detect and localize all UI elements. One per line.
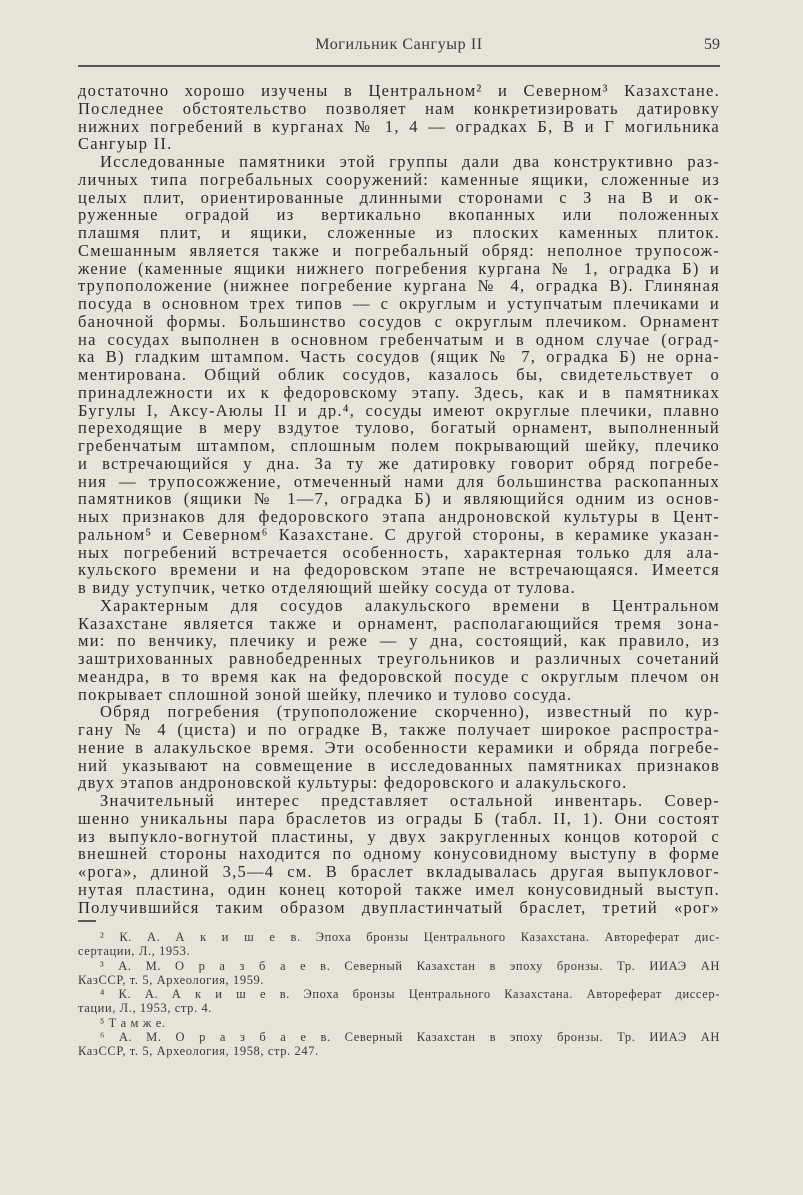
text-line: нижних погребений в курганах № 1, 4 — оградках Б, В и Г могильника — [78, 117, 720, 136]
footnote-line: сертации, Л., 1953. — [78, 944, 191, 959]
text-line: жение (каменные ящики нижнего погребения кургана № 1, оградка Б) и — [78, 259, 720, 278]
page-header — [78, 36, 720, 66]
text-line: нение в алакульское время. Эти особенности керамики и обряда погребе- — [78, 738, 720, 757]
text-line: плашмя плит, и ящики, сложенные из плоских каменных плиток. — [78, 224, 720, 242]
footnote-line: ³ А. М. О р а з б а е в. Северный Казахстан в эпоху бронзы. Тр. ИИАЭ АН — [100, 958, 720, 973]
text-line: внешней стороны находится по одному конусовидному выступу в форме — [78, 845, 720, 863]
text-line: личных типа погребальных сооружений: каменные ящики, сложенные из — [78, 170, 720, 189]
footnote-line: ⁴ К. А. А к и ш е в. Эпоха бронзы Центрального Казахстана. Автореферат диссер- — [100, 987, 720, 1002]
footnote-line: КазССР, т. 5, Археология, 1959. — [78, 972, 265, 987]
text-line: ных погребений встречается особенность, характерная только для ала- — [78, 543, 720, 562]
footnote — [78, 930, 720, 959]
text-line: ка В) гладким штампом. Часть сосудов (ящик № 7, оградка Б) не орна- — [78, 348, 720, 366]
text-line: памятников (ящики № 1—7, оградка Б) и являющийся одним из основ- — [78, 490, 720, 508]
footnote-line: КазССР, т. 5, Археология, 1958, стр. 247. — [78, 1044, 319, 1059]
footnote-line: ⁶ А. М. О р а з б а е в. Северный Казахстан в эпоху бронзы. Тр. ИИАЭ АН — [100, 1030, 720, 1045]
text-line: «рога», длиной 3,5—4 см. В браслет вкладывалась другая выпукловог- — [78, 863, 720, 881]
text-line: ных признаков для федоровского этапа андроновской культуры в Цент- — [78, 508, 720, 526]
text-line: ния — трупосожжение, отмеченный нами для большинства раскопанных — [78, 472, 720, 491]
text-line: Казахстане является также и орнамент, располагающийся тремя зона- — [78, 614, 720, 633]
footnote — [78, 1030, 720, 1059]
text-line: баночной формы. Большинство сосудов с округлым плечиком. Орнамент — [78, 312, 720, 331]
text-line: Характерным для сосудов алакульского времени в Центральном — [100, 596, 720, 615]
text-line: Обряд погребения (трупоположение скорченно), известный по кур- — [100, 703, 720, 721]
text-line: ми: по венчику, плечику и реже — у дна, состоящий, как правило, из — [78, 632, 720, 650]
text-line: Исследованные памятники этой группы дали два конструктивно раз- — [100, 153, 720, 171]
body-text — [78, 82, 720, 916]
text-line: трупоположение (нижнее погребение кургана № 4, оградка В). Глиняная — [78, 277, 720, 295]
text-line: Бугулы I, Аксу-Аюлы II и др.⁴, сосуды имеют округлые плечики, плавно — [78, 401, 720, 420]
text-line: ментирована. Общий облик сосудов, казалось бы, свидетельствует о — [78, 366, 720, 384]
text-line: кульского времени и на федоровском этапе не встречающаяся. Имеется — [78, 561, 720, 579]
text-line: гану № 4 (циста) и по оградке В, также получает широкое распростра- — [78, 721, 720, 739]
text-line: Сангуыр II. — [78, 135, 173, 153]
text-line: в виду уступчик, четко отделяющий шейку сосуда от тулова. — [78, 579, 576, 597]
text-line: гребенчатым штампом, сплошным полем покрывающий шейку, плечико — [78, 437, 720, 455]
footnotes — [78, 930, 720, 1059]
text-line: переходящие в меру вздутое тулово, богатый орнамент, выполненный — [78, 419, 720, 437]
text-line: меандра, в то время как на федоровской посуде с округлым плечом он — [78, 667, 720, 686]
footnote-line: ² К. А. А к и ш е в. Эпоха бронзы Центрального Казахстана. Автореферат дис- — [100, 930, 720, 944]
text-line: шенно уникальны пара браслетов из ограды Б (табл. II, 1). Они состоят — [78, 809, 720, 828]
text-line: посуда в основном трех типов — с округлым и уступчатым плечиками и — [78, 295, 720, 313]
text-line: заштрихованных равнобедренных треугольников и различных сочетаний — [78, 650, 720, 668]
text-line: двух этапов андроновской культуры: федоровского и алакульского. — [78, 774, 628, 792]
text-line: на сосудах выполнен в основном гребенчатым и в одном случае (оград- — [78, 330, 720, 349]
text-line: из выпукло-вогнутой пластины, у двух закругленных концов которой с — [78, 827, 720, 846]
text-line: Значительный интерес представляет остальной инвентарь. Совер- — [100, 792, 720, 810]
text-line: достаточно хорошо изучены в Центральном² и Северном³ Казахстане. — [78, 82, 720, 100]
footnote-line: ⁵ Т а м ж е. — [100, 1015, 166, 1030]
footnote — [78, 959, 720, 988]
text-line: нутая пластина, один конец которой также имел конусовидный выступ. — [78, 880, 720, 899]
paragraph — [78, 597, 720, 704]
paragraph — [78, 82, 720, 153]
page-number: 59 — [704, 36, 720, 53]
text-line: покрывает сплошной зоной шейку, плечико и тулово сосуда. — [78, 685, 573, 704]
text-line: Получившийся таким образом двупластинчатый браслет, третий «рог» — [78, 898, 720, 917]
footnote-separator — [78, 920, 96, 922]
text-line: Смешанным является также и погребальный обряд: неполное трупосож- — [78, 241, 720, 260]
paragraph — [78, 703, 720, 792]
text-line: и встречающийся у дна. За ту же датировку говорит обряд погребе- — [78, 454, 720, 473]
footnote — [78, 987, 720, 1016]
text-line: руженные оградой из вертикально вкопанных или положенных — [78, 206, 720, 224]
running-title: Могильник Сангуыр II — [315, 36, 483, 53]
text-line: принадлежности их к федоровскому этапу. Здесь, как и в памятниках — [78, 383, 720, 402]
text-line: целых плит, ориентированные длинными сторонами с З на В и ок- — [78, 188, 720, 207]
header-rule — [78, 65, 720, 67]
paragraph — [78, 792, 720, 916]
text-line: ний указывают на совмещение в исследованных памятниках признаков — [78, 756, 720, 775]
paragraph — [78, 153, 720, 597]
footnote-line: тации, Л., 1953, стр. 4. — [78, 1001, 213, 1016]
text-line: Последнее обстоятельство позволяет нам конкретизировать датировку — [78, 99, 720, 118]
footnote — [78, 1016, 720, 1030]
text-line: ральном⁵ и Северном⁶ Казахстане. С другой стороны, в керамике указан- — [78, 525, 720, 544]
